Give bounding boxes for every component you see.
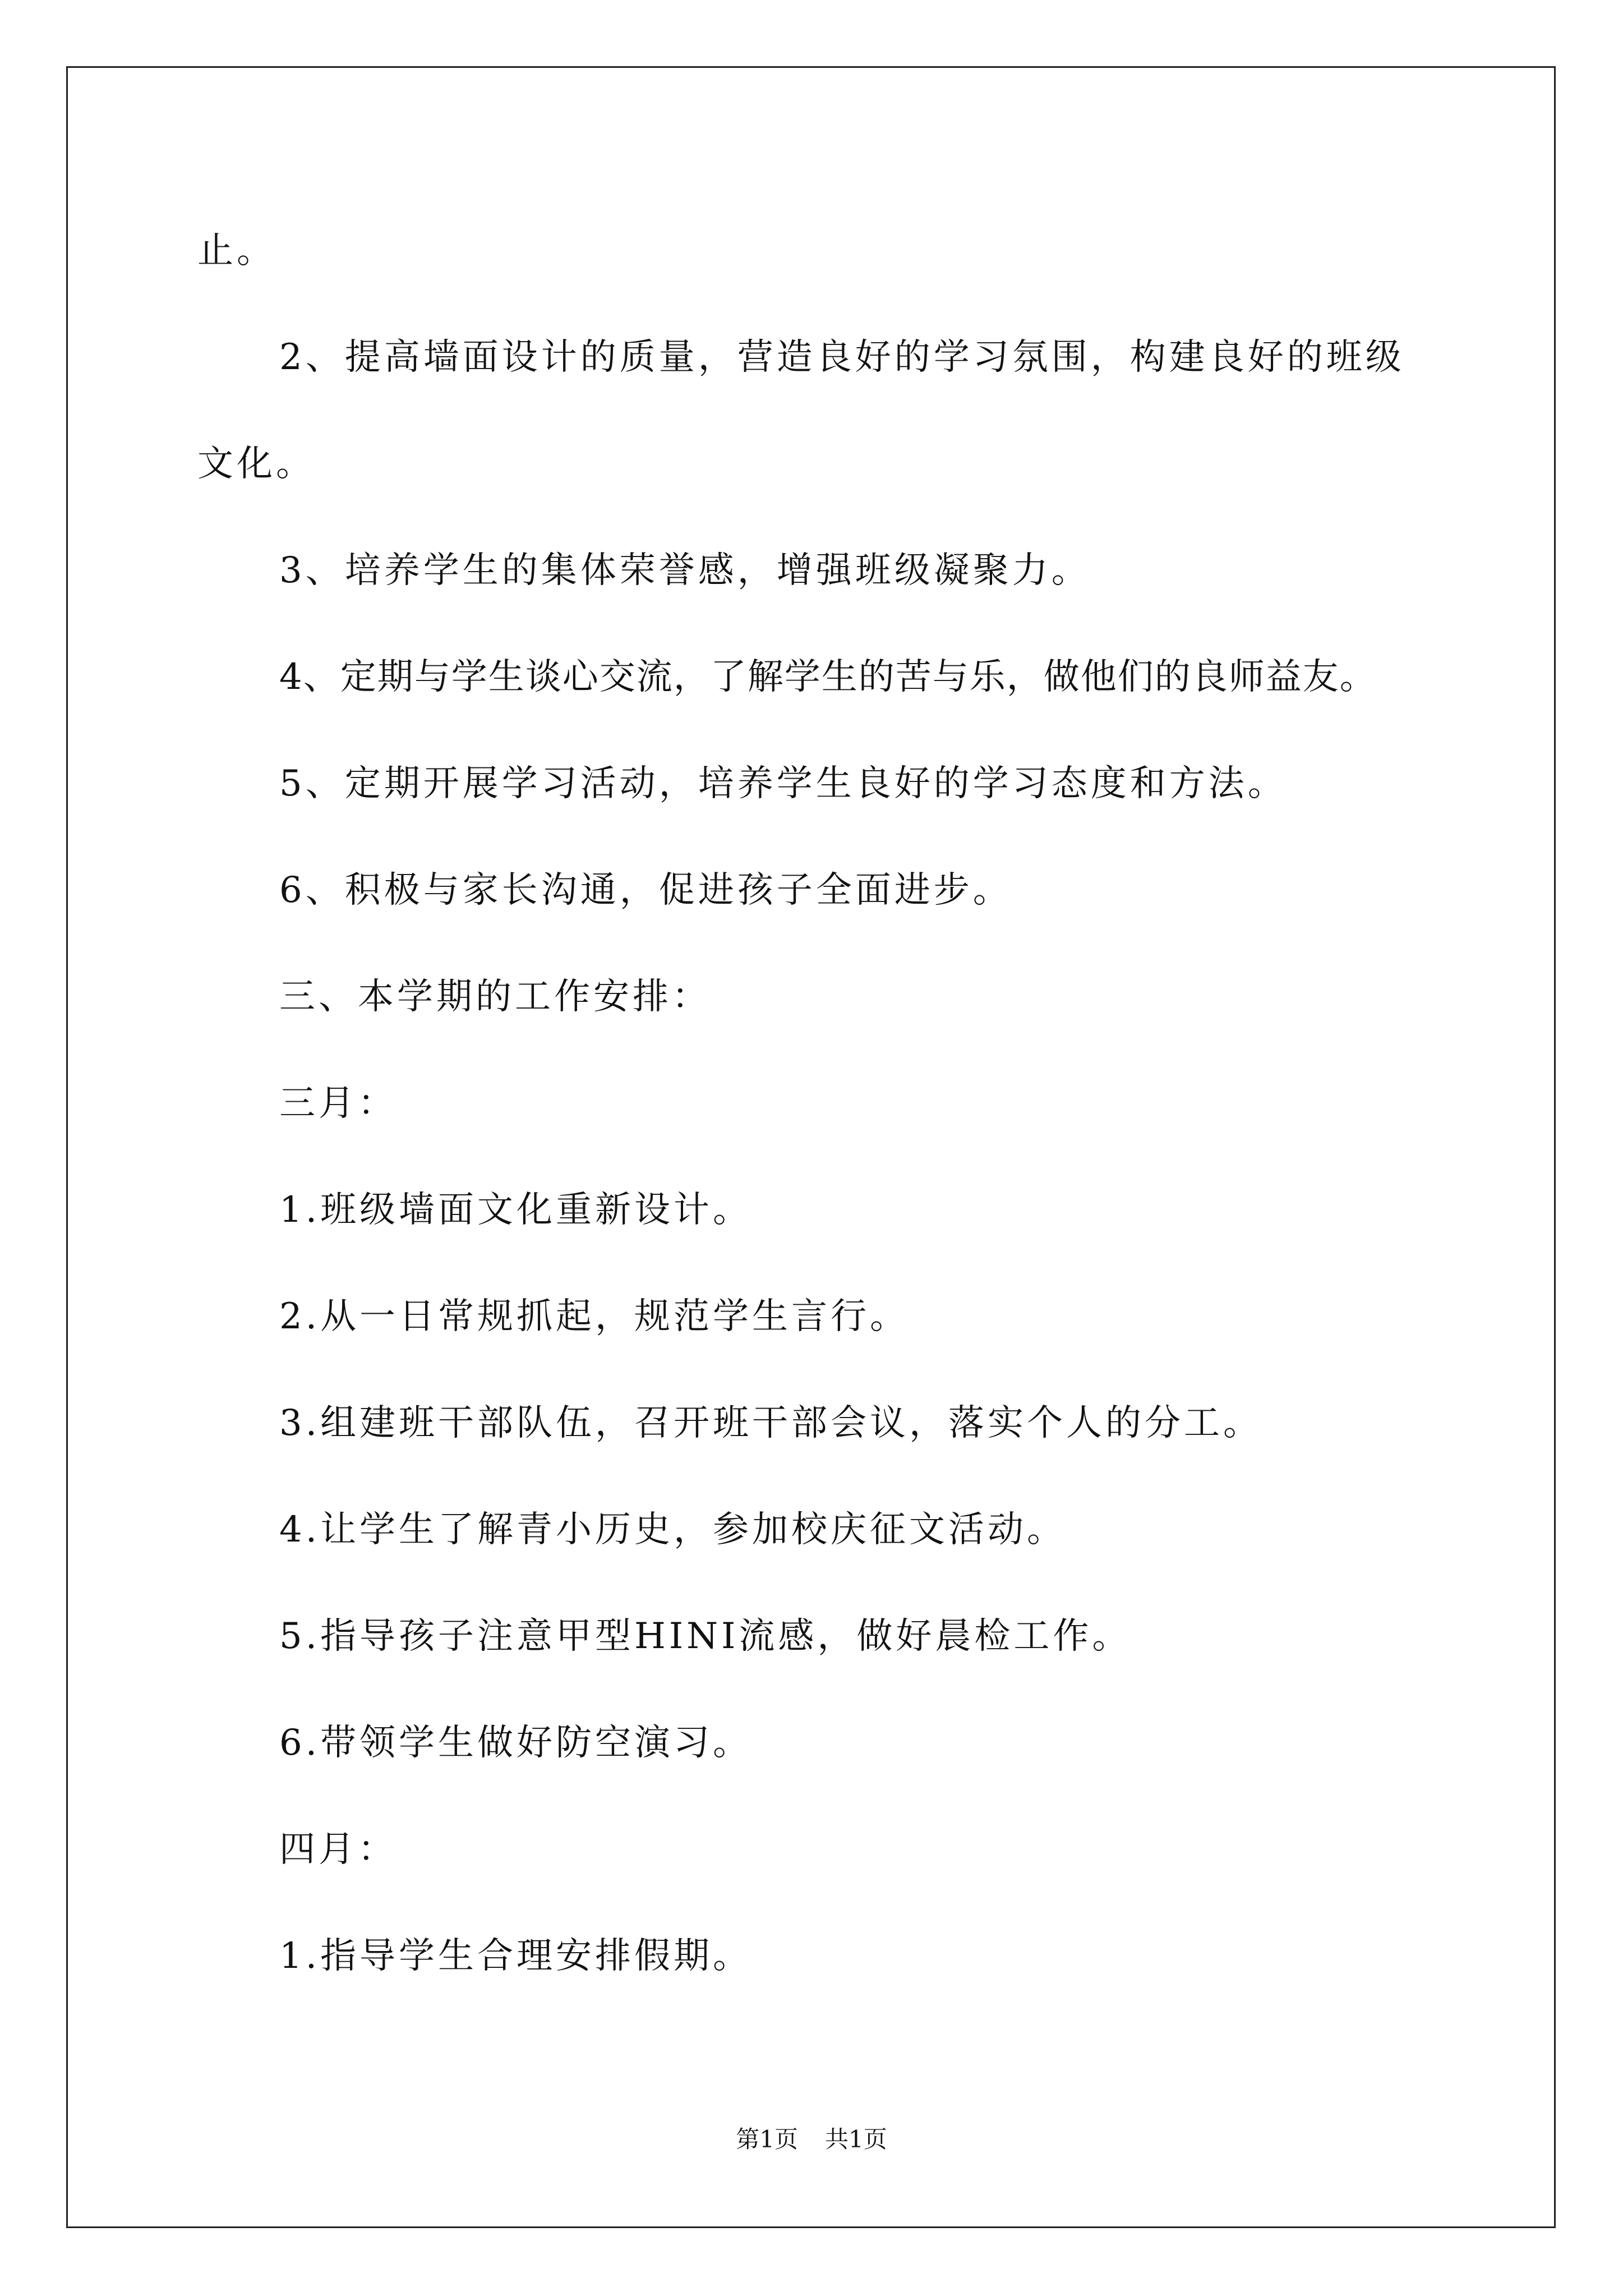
paragraph-line: 2、提高墙面设计的质量，营造良好的学习氛围，构建良好的班级 bbox=[279, 337, 1405, 378]
page-number-total: 共1页 bbox=[825, 2125, 887, 2153]
list-item: 1.班级墙面文化重新设计。 bbox=[279, 1189, 753, 1231]
month-heading: 三月： bbox=[279, 1083, 397, 1124]
paragraph-line: 4、定期与学生谈心交流，了解学生的苦与乐，做他们的良师益友。 bbox=[279, 656, 1377, 698]
section-heading: 三、本学期的工作安排： bbox=[279, 976, 711, 1018]
page-number-current: 第1页 bbox=[736, 2125, 798, 2153]
page-footer bbox=[0, 2124, 1623, 2155]
paragraph-line: 止。 bbox=[197, 230, 276, 272]
paragraph-line: 文化。 bbox=[197, 443, 315, 485]
list-item: 6.带领学生做好防空演习。 bbox=[279, 1722, 753, 1764]
paragraph-line: 5、定期开展学习活动，培养学生良好的学习态度和方法。 bbox=[279, 763, 1287, 804]
list-item: 1.指导学生合理安排假期。 bbox=[279, 1935, 753, 1977]
paragraph-line: 6、积极与家长沟通，促进孩子全面进步。 bbox=[279, 869, 1012, 911]
list-item: 3.组建班干部队伍，召开班干部会议，落实个人的分工。 bbox=[279, 1402, 1263, 1444]
paragraph-line: 3、培养学生的集体荣誉感，增强班级凝聚力。 bbox=[279, 550, 1091, 591]
list-item: 2.从一日常规抓起，规范学生言行。 bbox=[279, 1296, 910, 1337]
list-item: 5.指导孩子注意甲型HINI流感，做好晨检工作。 bbox=[279, 1616, 1132, 1657]
list-item: 4.让学生了解青小历史，参加校庆征文活动。 bbox=[279, 1509, 1067, 1550]
month-heading: 四月： bbox=[279, 1829, 397, 1870]
